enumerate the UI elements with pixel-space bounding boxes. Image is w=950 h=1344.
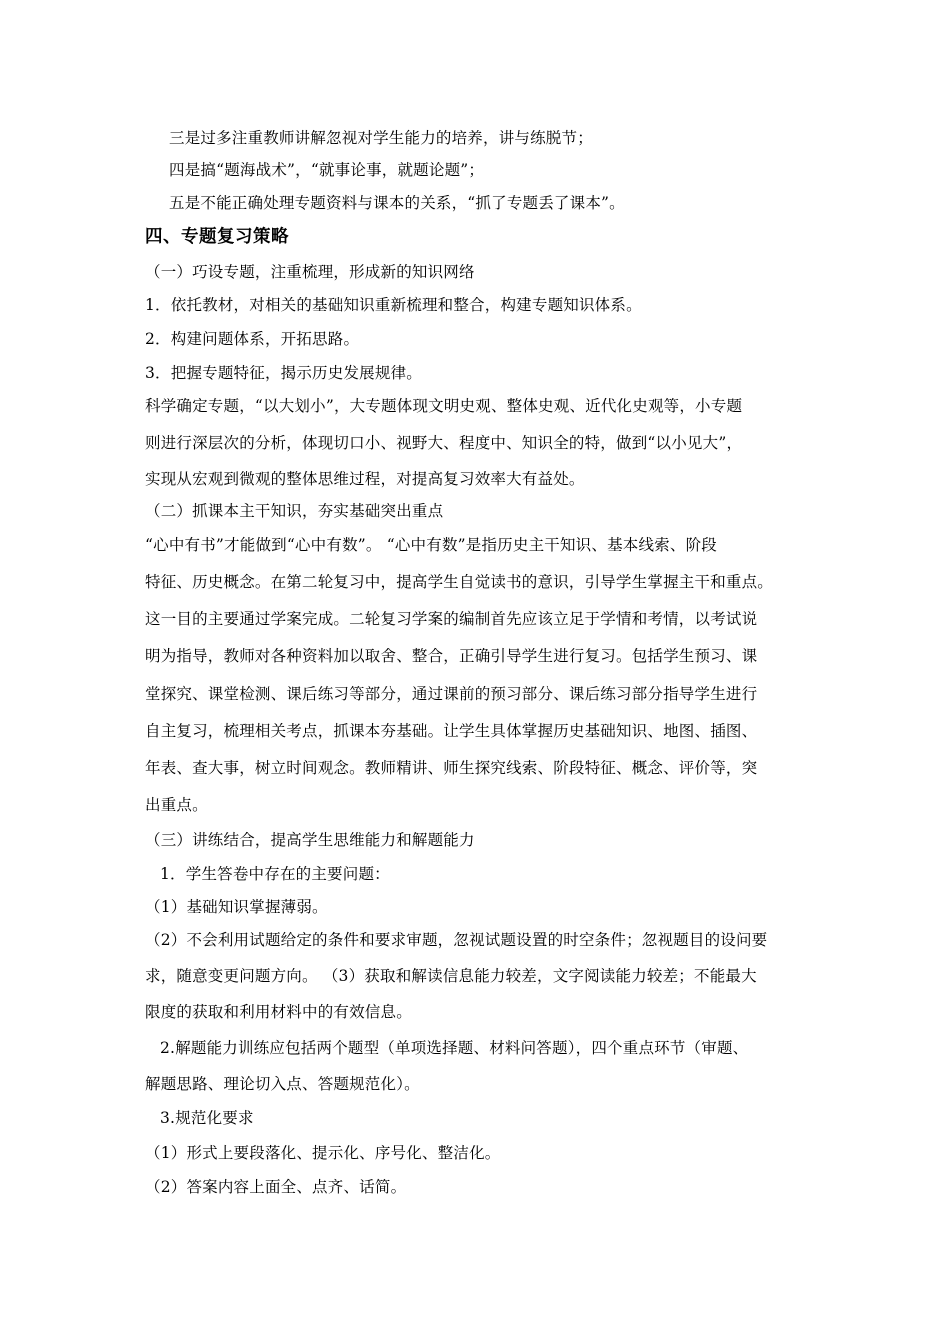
problem-1a: （1）基础知识掌握薄弱。 — [145, 898, 328, 916]
paragraph-line: 出重点。 — [145, 796, 208, 814]
intro-item-4: 四是搞“题海战术”，“就事论事，就题论题”； — [169, 161, 485, 179]
paragraph-line: 科学确定专题，“以大划小”，大专题体现文明史观、整体史观、近代化史观等，小专题 — [145, 397, 743, 415]
intro-item-3: 三是过多注重教师讲解忽视对学生能力的培养，讲与练脱节； — [169, 129, 593, 147]
paragraph-line: （2）不会利用试题给定的条件和要求审题，忽视试题设置的时空条件；忽视题目的设问要 — [145, 931, 768, 949]
subsection-3-title: （三）讲练结合，提高学生思维能力和解题能力 — [145, 831, 475, 849]
paragraph-line: 解题思路、理论切入点、答题规范化）。 — [145, 1075, 420, 1093]
intro-item-5: 五是不能正确处理专题资料与课本的关系，“抓了专题丢了课本”。 — [169, 194, 625, 212]
paragraph-line: 明为指导，教师对各种资料加以取舍、整合，正确引导学生进行复习。包括学生预习、课 — [145, 647, 758, 665]
paragraph-line: 特征、历史概念。在第二轮复习中，提高学生自觉读书的意识，引导学生掌握主干和重点。 — [145, 573, 774, 591]
paragraph-line: 实现从宏观到微观的整体思维过程，对提高复习效率大有益处。 — [145, 470, 585, 488]
subsection-2-title: （二）抓课本主干知识，夯实基础突出重点 — [145, 502, 444, 520]
requirement-2: （2）答案内容上面全、点齐、话简。 — [145, 1178, 407, 1196]
paragraph-line: 年表、查大事，树立时间观念。教师精讲、师生探究线索、阶段特征、概念、评价等，突 — [145, 759, 758, 777]
requirement-1: （1）形式上要段落化、提示化、序号化、整洁化。 — [145, 1144, 501, 1162]
problem-1-title: 1．学生答卷中存在的主要问题： — [160, 865, 390, 883]
paragraph-line: 堂探究、课堂检测、课后练习等部分，通过课前的预习部分、课后练习部分指导学生进行 — [145, 685, 758, 703]
paragraph-line: 限度的获取和利用材料中的有效信息。 — [145, 1003, 412, 1021]
section-4-heading: 四、专题复习策略 — [145, 227, 289, 247]
paragraph-line: 2.解题能力训练应包括两个题型（单项选择题、材料问答题），四个重点环节（审题、 — [160, 1039, 749, 1057]
subsection-1-point-2: 2．构建问题体系，开拓思路。 — [145, 330, 360, 348]
subsection-1-point-3: 3．把握专题特征，揭示历史发展规律。 — [145, 364, 422, 382]
paragraph-line: 自主复习，梳理相关考点，抓课本夯基础。让学生具体掌握历史基础知识、地图、插图、 — [145, 722, 758, 740]
subsection-1-point-1: 1．依托教材，对相关的基础知识重新梳理和整合，构建专题知识体系。 — [145, 296, 642, 314]
paragraph-line: “心中有书”才能做到“心中有数”。 “心中有数”是指历史主干知识、基本线索、阶段 — [145, 536, 717, 554]
paragraph-line: 求，随意变更问题方向。 （3）获取和解读信息能力较差，文字阅读能力较差；不能最大 — [145, 967, 757, 985]
paragraph-line: 这一目的主要通过学案完成。二轮复习学案的编制首先应该立足于学情和考情，以考试说 — [145, 610, 758, 628]
subsection-1-title: （一）巧设专题，注重梳理，形成新的知识网络 — [145, 263, 475, 281]
paragraph-line: 则进行深层次的分析，体现切口小、视野大、程度中、知识全的特，做到“以小见大”， — [145, 434, 743, 452]
problem-3-title: 3.规范化要求 — [160, 1109, 254, 1127]
